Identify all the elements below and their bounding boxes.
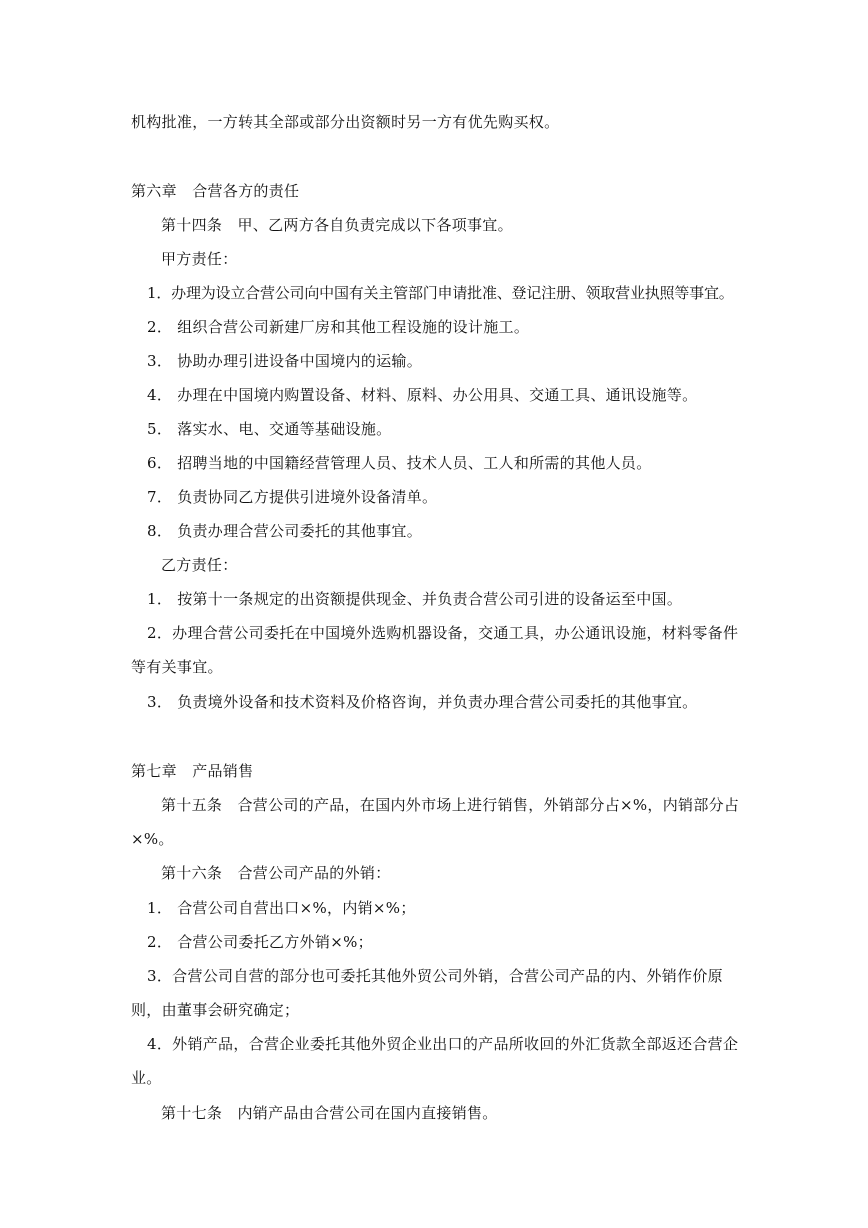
paragraph-continuation: 机构批准，一方转其全部或部分出资额时另一方有优先购买权。 xyxy=(131,113,560,131)
article-16: 第十六条 合营公司产品的外销： xyxy=(161,864,391,882)
party-a-item-2: 2． 组织合营公司新建厂房和其他工程设施的设计施工。 xyxy=(147,318,530,336)
party-a-item-3: 3． 协助办理引进设备中国境内的运输。 xyxy=(147,352,423,370)
party-a-item-4: 4． 办理在中国境内购置设备、材料、原料、办公用具、交通工具、通讯设施等。 xyxy=(147,386,698,404)
party-b-item-3: 3． 负责境外设备和技术资料及价格咨询，并负责办理合营公司委托的其他事宜。 xyxy=(147,693,698,711)
party-b-item-2: 2．办理合营公司委托在中国境外选购机器设备，交通工具，办公通讯设施，材料零备件等有关事宜。 xyxy=(131,624,739,676)
chapter-7-heading: 第七章 产品销售 xyxy=(131,762,254,780)
export-item-2: 2． 合营公司委托乙方外销×%； xyxy=(147,933,373,951)
article-17: 第十七条 内销产品由合营公司在国内直接销售。 xyxy=(161,1104,498,1122)
party-a-item-5: 5． 落实水、电、交通等基础设施。 xyxy=(147,420,392,438)
party-a-heading: 甲方责任： xyxy=(161,250,238,268)
article-14: 第十四条 甲、乙两方各自负责完成以下各项事宜。 xyxy=(161,216,513,234)
article-15: 第十五条 合营公司的产品，在国内外市场上进行销售，外销部分占×%，内销部分占×%。 xyxy=(131,796,740,848)
party-b-item-1: 1． 按第十一条规定的出资额提供现金、并负责合营公司引进的设备运至中国。 xyxy=(147,590,683,608)
party-a-item-8: 8． 负责办理合营公司委托的其他事宜。 xyxy=(147,522,423,540)
party-b-heading: 乙方责任： xyxy=(161,556,238,574)
export-item-4: 4．外销产品，合营企业委托其他外贸企业出口的产品所收回的外汇货款全部返还合营企业。 xyxy=(131,1035,739,1087)
party-a-item-6: 6． 招聘当地的中国籍经营管理人员、技术人员、工人和所需的其他人员。 xyxy=(147,454,652,472)
chapter-6-heading: 第六章 合营各方的责任 xyxy=(131,182,300,200)
party-a-item-7: 7． 负责协同乙方提供引进境外设备清单。 xyxy=(147,488,438,506)
party-a-item-1: 1．办理为设立合营公司向中国有关主管部门申请批准、登记注册、领取营业执照等事宜。 xyxy=(147,284,734,302)
export-item-3: 3．合营公司自营的部分也可委托其他外贸公司外销，合营公司产品的内、外销作价原则，由董事会研究确定； xyxy=(131,967,723,1019)
export-item-1: 1． 合营公司自营出口×%，内销×%； xyxy=(147,899,416,917)
